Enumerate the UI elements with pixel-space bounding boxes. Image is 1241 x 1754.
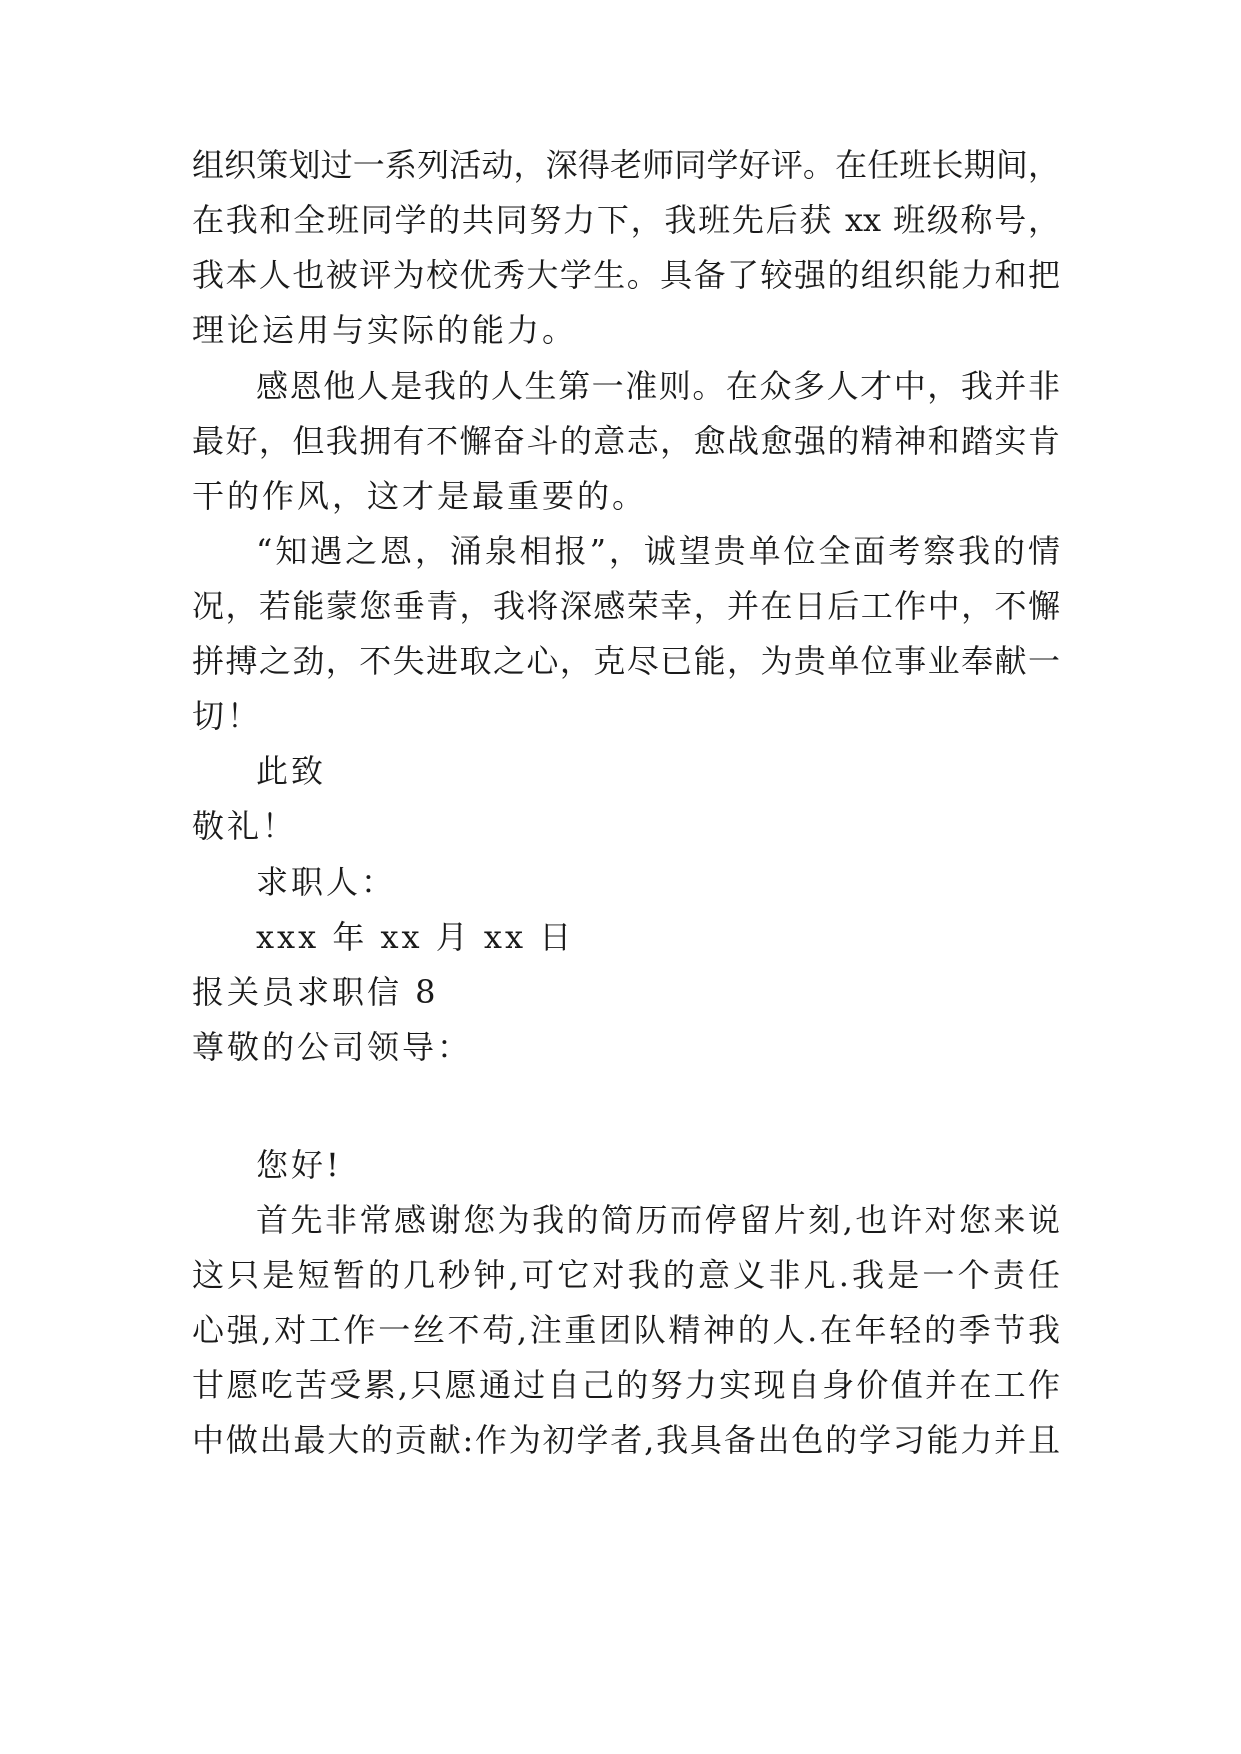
greeting-recipient: 尊敬的公司领导： [192, 1028, 473, 1066]
text-line-8: “知遇之恩，涌泉相报”，诚望贵单位全面考察我的情 [256, 532, 1060, 570]
text-line-7: 干的作风，这才是最重要的。 [192, 477, 648, 515]
text-line-6: 最好，但我拥有不懈奋斗的意志，愈战愈强的精神和踏实肯 [192, 422, 1060, 460]
text-line-1: 组织策划过一系列活动，深得老师同学好评。在任班长期间， [192, 146, 1060, 184]
text-line-2: 在我和全班同学的共同努力下，我班先后获 xx 班级称号， [192, 201, 1060, 239]
text-line-23: 中做出最大的贡献:作为初学者,我具备出色的学习能力并且 [192, 1421, 1060, 1459]
text-line-21: 心强,对工作一丝不苟,注重团队精神的人.在年轻的季节我 [192, 1311, 1060, 1349]
text-line-22: 甘愿吃苦受累,只愿通过自己的努力实现自身价值并在工作 [192, 1366, 1060, 1404]
applicant-label: 求职人： [256, 863, 397, 901]
text-line-20: 这只是短暂的几秒钟,可它对我的意义非凡.我是一个责任 [192, 1256, 1060, 1294]
section-title: 报关员求职信 8 [192, 973, 439, 1011]
text-line-9: 况，若能蒙您垂青，我将深感荣幸，并在日后工作中，不懈 [192, 587, 1060, 625]
text-line-11: 切！ [192, 697, 263, 735]
text-line-19: 首先非常感谢您为我的简历而停留片刻,也许对您来说 [256, 1201, 1060, 1239]
text-line-10: 拼搏之劲，不失进取之心，克尽已能，为贵单位事业奉献一 [192, 642, 1060, 680]
text-line-3: 我本人也被评为校优秀大学生。具备了较强的组织能力和把 [192, 256, 1060, 294]
date-line: xxx 年 xx 月 xx 日 [256, 918, 575, 956]
text-line-4: 理论运用与实际的能力。 [192, 311, 578, 349]
closing-regards: 敬礼！ [192, 807, 298, 845]
text-line-5: 感恩他人是我的人生第一准则。在众多人才中，我并非 [256, 367, 1060, 405]
greeting-hello: 您好! [256, 1146, 342, 1184]
closing-salutation: 此致 [256, 752, 327, 790]
